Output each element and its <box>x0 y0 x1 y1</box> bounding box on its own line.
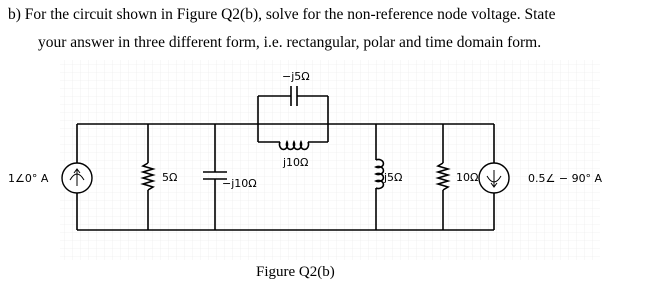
question-line-1: b) For the circuit shown in Figure Q2(b), solve for the non-reference node voltage. State <box>8 6 556 23</box>
figure-caption: Figure Q2(b) <box>256 264 335 280</box>
capacitor-top-label: −j5Ω <box>282 70 310 83</box>
capacitor-j10-label: −j10Ω <box>222 177 257 190</box>
resistor-5-label: 5Ω <box>162 171 178 184</box>
inductor-right-label: j5Ω <box>384 171 403 184</box>
inductor-top-label: j10Ω <box>283 156 309 169</box>
source-right-label: 0.5∠ − 90° A <box>528 172 603 185</box>
question-line-2: your answer in three different form, i.e. rectangular, polar and time domain form. <box>38 34 542 51</box>
source-left-label: 1∠0° A <box>8 172 49 185</box>
resistor-10-label: 10Ω <box>456 171 479 184</box>
